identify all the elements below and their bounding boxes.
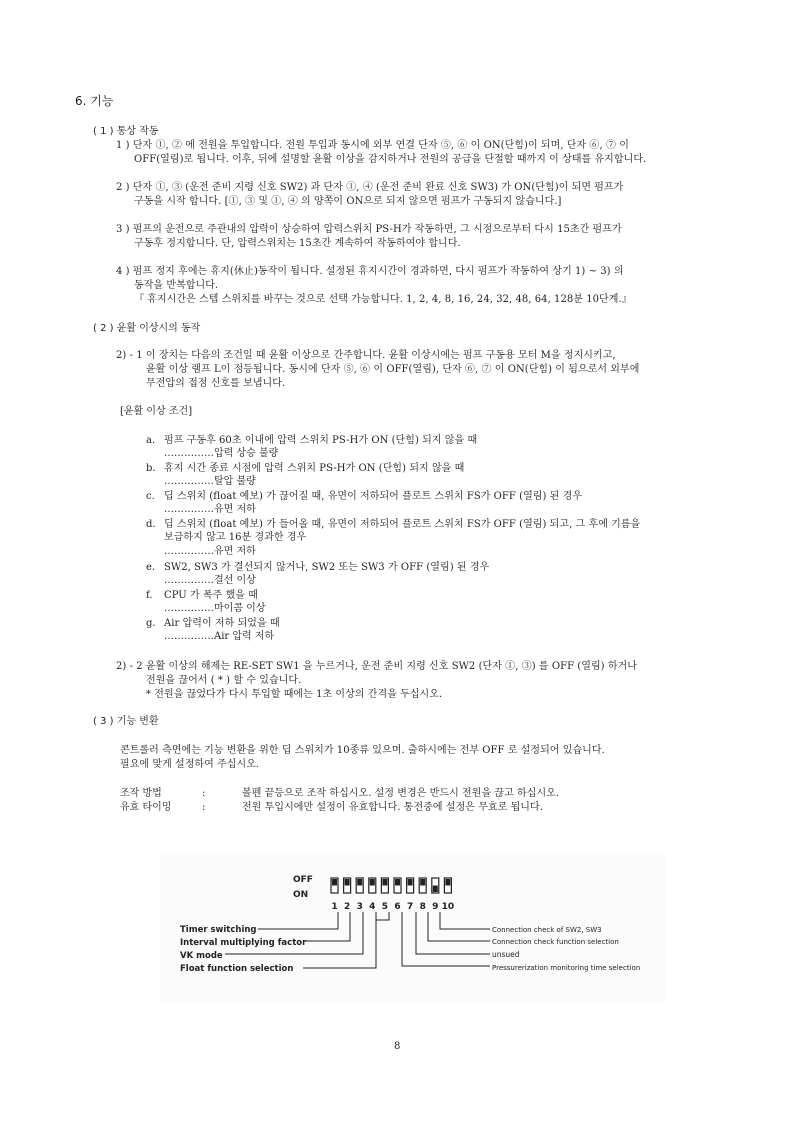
condition-label: b. [146,463,156,474]
condition-text: 딥 스위치 (float 예보) 가 끊어질 때, 유면이 저하되어 플로트 스위치 FS가 OFF (열림) 된 경우 [164,491,583,502]
dip-switch-knob-9 [433,886,438,893]
condition-text: CPU 가 폭주 했을 때 [164,590,258,601]
dip-switch-knob-1 [332,879,337,886]
left-label-float: Float function selection [180,964,294,974]
condition-text: 딥 스위치 (float 예보) 가 들어올 때, 유면이 저하되어 플로트 스위치 FS가 OFF (열림) 되고, 그 후에 기름을 [164,519,641,530]
paragraph-line: 2) - 1 이 장치는 다음의 조건일 때 윤활 이상으로 간주합니다. 윤활 이상시에는 펌프 구동용 모터 M을 정지시키고, [116,350,616,361]
dip-switch-knob-10 [445,879,450,886]
paragraph-line: * 전원을 끊었다가 다시 투입할 때에는 1초 이상의 간격을 두십시오. [146,689,443,700]
switch-number-10: 10 [441,902,455,912]
right-label-pressurerization: Pressurerization monitoring time selection [492,964,641,972]
section-title: 6. 기능 [75,94,114,108]
dip-switch-knob-3 [357,879,362,886]
condition-label: f. [146,590,153,601]
condition-text: 보급하지 않고 16분 경과한 경우 [164,532,307,543]
condition-result: ……………유면 저하 [164,546,256,557]
condition-result: ……………압력 상승 불량 [164,448,279,459]
dip-switch-knob-2 [345,879,350,886]
condition-result: ……………Air 압력 저하 [164,631,275,642]
condition-label: c. [146,491,155,502]
paragraph-line: 전원을 끊어서 ( * ) 할 수 있습니다. [146,675,302,686]
paragraph-line: 무전압의 접점 신호를 보냅니다. [146,378,286,389]
off-label: OFF [293,875,313,885]
dip-switch-diagram [160,852,665,1002]
dip-switch-knob-7 [408,879,413,886]
paragraph-line: 2) - 2 윤활 이상의 해제는 RE-SET SW1 을 누르거나, 운전 준비 지령 신호 SW2 (단자 ①, ③) 를 OFF (열림) 하거나 [116,661,637,672]
condition-title: [윤활 이상 조건] [120,406,193,417]
subsection-heading: ( 1 ) 통상 작동 [93,126,159,137]
condition-text: 휴지 시간 종료 시점에 압력 스위치 PS-H가 ON (단힘) 되지 않을 때 [164,463,465,474]
condition-label: e. [146,562,156,573]
switch-number-3: 3 [356,902,363,912]
condition-result: ……………결선 이상 [164,575,256,586]
list-item: 구동후 정지합니다. 단, 압력스위치는 15초간 계속하여 작동하여야 합니다. [134,238,461,249]
right-label-connection-check: Connection check of SW2, SW3 [492,926,602,934]
right-label-check-function: Connection check function selection [492,938,619,946]
dip-switch-knob-6 [395,879,400,886]
list-item: 『 휴지시간은 스텝 스위치를 바꾸는 것으로 선택 가능합니다. 1, 2, 4, 8, 16, 24, 32, 48, 64, 128분 10단계.』 [134,294,632,305]
switch-number-8: 8 [419,902,426,912]
switch-number-6: 6 [394,902,401,912]
list-item: 4 ) 펌프 정지 후에는 휴지(休止)동작이 됩니다. 설정된 휴지시간이 경과하면, 다시 펌프가 작동하여 상기 1) ~ 3) 의 [116,266,624,277]
paragraph-line: 윤활 이상 램프 L이 점등됩니다. 동시에 단자 ⑤, ⑥ 이 OFF(열림), 단자 ⑥, ⑦ 이 ON(단힘) 이 됨으로서 외부에 [146,364,640,375]
switch-number-4: 4 [369,902,376,912]
condition-label: d. [146,519,156,530]
list-item: 구동을 시작 합니다. [①, ③ 및 ①, ④ 의 양쪽이 ON으로 되지 않으면 펌프가 구동되지 않습니다.] [134,196,562,207]
condition-result: ……………유면 저하 [164,504,256,515]
list-item: 2 ) 단자 ①, ③ (운전 준비 지령 신호 SW2) 과 단자 ①, ④ (운전 준비 완료 신호 SW3) 가 ON(단힘)이 되면 펌프가 [116,182,624,193]
left-label-interval: Interval multiplying factor [180,938,307,948]
condition-result: ……………마이콤 이상 [164,603,266,614]
list-item: 1 ) 단자 ①, ② 에 전원을 투입합니다. 전원 투입과 동시에 외부 연결 단자 ⑤, ⑥ 이 ON(단힘)이 되며, 단자 ⑥, ⑦ 이 [116,140,629,151]
switch-number-9: 9 [432,902,439,912]
setting-sep: : [202,802,206,813]
setting-sep: : [202,788,206,799]
dip-switch-knob-8 [420,879,425,886]
switch-number-7: 7 [406,902,414,912]
dip-switch-knob-5 [382,879,387,886]
setting-key: 조작 방법 [120,788,162,799]
setting-value: 전원 투입시에만 설정이 유효합니다. 통전중에 설정은 무효로 됩니다. [242,802,543,813]
list-item: OFF(열림)로 됩니다. 이후, 뒤에 설명할 윤활 이상을 감지하거나 전원의 공급을 단절할 때까지 이 상태를 유지합니다. [134,154,647,165]
list-item: 동작을 반복합니다. [134,280,219,291]
condition-label: a. [146,435,156,446]
condition-text: Air 압력이 저하 되었을 때 [164,618,280,629]
page-number: 8 [394,1041,401,1052]
left-label-vk: VK mode [180,951,223,961]
switch-number-2: 2 [343,902,351,912]
condition-text: SW2, SW3 가 결선되지 않거나, SW2 또는 SW3 가 OFF (열림) 된 경우 [164,562,490,573]
subsection-heading: ( 2 ) 윤활 이상시의 동작 [93,323,201,334]
paragraph-line: 콘트롤러 측면에는 기능 변환을 위한 딥 스위치가 10종류 있으며. 출하시에는 전부 OFF 로 설정되어 있습니다. [120,745,605,756]
switch-number-5: 5 [381,902,389,912]
setting-value: 볼펜 끝등으로 조작 하십시오. 설정 변경은 반드시 전원을 끊고 하십시오. [242,788,560,799]
dip-switch-knob-4 [370,879,375,886]
list-item: 3 ) 펌프의 운전으로 주관내의 압력이 상승하여 압력스위치 PS-H가 작동하면, 그 시점으로부터 다시 15초간 펌프가 [116,224,622,235]
switch-number-1: 1 [331,902,338,912]
subsection-heading: ( 3 ) 기능 변환 [93,716,159,727]
condition-result: ……………탈압 불량 [164,476,256,487]
setting-key: 유효 타이밍 [120,802,172,813]
paragraph-line: 필요에 맞게 설정하여 주십시오. [120,759,260,770]
condition-text: 펌프 구동후 60초 이내에 압력 스위치 PS-H가 ON (단힘) 되지 않을 때 [164,435,478,446]
condition-label: g. [146,618,156,629]
left-label-timer: Timer switching [180,925,257,935]
right-label-unsued: unsued [492,950,520,959]
on-label: ON [293,890,309,900]
